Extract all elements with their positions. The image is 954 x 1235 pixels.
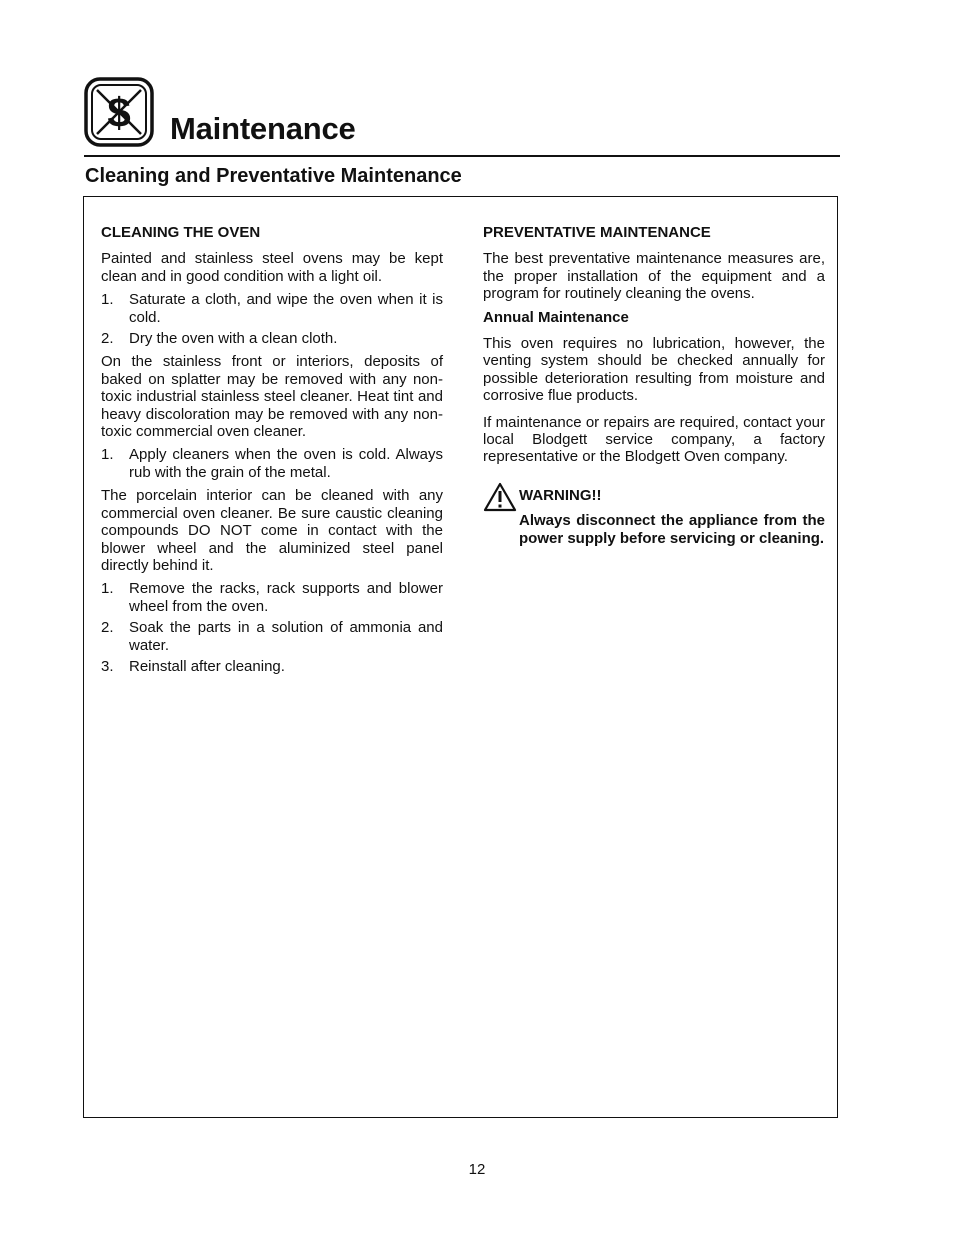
preventative-intro: The best preventative maintenance measures are, the proper installation of the equipment and a program for routinely cleaning the ovens. (483, 250, 825, 303)
stainless-paragraph: On the stainless front or interiors, deposits of baked on splatter may be removed with any non-toxic industrial stainless steel cleaner. Heat tint and heavy discoloration may be removed with any non-toxic commercial oven cleaner. (101, 353, 443, 441)
stainless-steps-list (101, 446, 443, 481)
annual-maintenance-heading: Annual Maintenance (483, 308, 629, 326)
section-heading: Cleaning and Preventative Maintenance (85, 165, 462, 187)
porcelain-steps-list (101, 580, 443, 675)
list-item: 1. Remove the racks, rack supports and blower wheel from the oven. (101, 580, 443, 615)
cleaning-steps-list (101, 291, 443, 347)
warning-text: Always disconnect the appliance from the power supply before servicing or cleaning. (519, 512, 825, 547)
page-title: Maintenance (170, 111, 356, 146)
list-item: 2. Dry the oven with a clean cloth. (101, 330, 338, 348)
dollar-sign-crossed-out-icon (84, 77, 154, 147)
list-item: 1. Saturate a cloth, and wipe the oven when it is cold. (101, 291, 443, 326)
annual-paragraph: This oven requires no lubrication, however, the venting system should be checked annually for possible deterioration resulting from moisture and corrosive flue products. (483, 335, 825, 405)
page-number: 12 (468, 1161, 486, 1178)
list-item: 3. Reinstall after cleaning. (101, 657, 285, 675)
porcelain-paragraph: The porcelain interior can be cleaned with any commercial oven cleaner. Be sure caustic cleaning compounds DO NOT come in contact with the blower wheel and the aluminized steel panel directly behind it. (101, 487, 443, 574)
warning-title: WARNING!! (519, 486, 602, 504)
svg-text:$: $ (107, 89, 131, 136)
repairs-paragraph: If maintenance or repairs are required, contact your local Blodgett service company, a factory representative or the Blodgett Oven company. (483, 413, 825, 466)
cleaning-intro: Painted and stainless steel ovens may be kept clean and in good condition with a light oil. (101, 250, 443, 285)
cleaning-heading: CLEANING THE OVEN (101, 224, 261, 241)
list-item: 1. Apply cleaners when the oven is cold. Always rub with the grain of the metal. (101, 446, 443, 481)
left-column (101, 224, 443, 681)
list-item: 2. Soak the parts in a solution of ammonia and water. (101, 619, 443, 654)
warning-block (483, 487, 825, 547)
right-column (483, 224, 825, 547)
preventative-heading: PREVENTATIVE MAINTENANCE (483, 224, 711, 241)
warning-triangle-icon (483, 482, 519, 547)
title-divider (84, 155, 840, 157)
